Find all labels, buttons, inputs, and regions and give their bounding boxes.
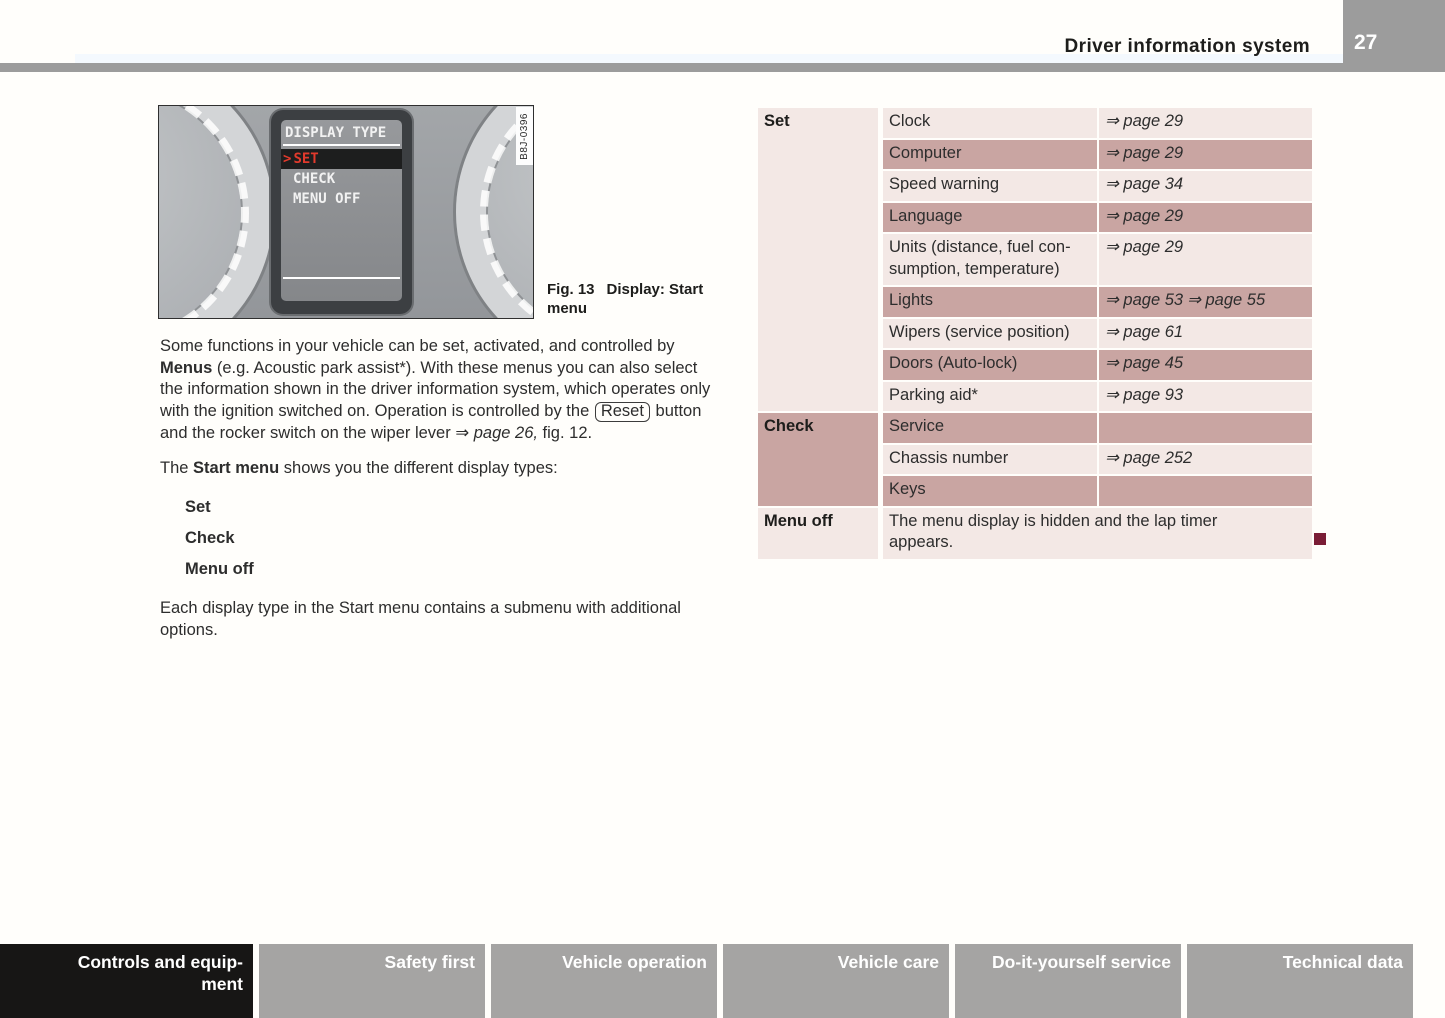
display-bezel xyxy=(271,110,412,314)
section-tab-bar xyxy=(0,944,1445,1018)
display-menu-title: DISPLAY TYPE xyxy=(285,125,387,141)
gauge-ticks xyxy=(158,105,249,319)
table-page-ref-cell xyxy=(1099,445,1312,477)
table-page-ref-cell xyxy=(1099,476,1312,508)
paragraph-intro: Some functions in your vehicle can be set, activated, and controlled by Menus (e.g. Acoustic park assist*). With these menus you can also select the information shown in the driver information system, which operates only with the ignition switched on. Operation is controlled by the Reset button and the rocker switch on the wiper lever ⇒ page 26, fig. 12. xyxy=(160,337,711,442)
table-page-ref-cell xyxy=(1099,382,1312,414)
display-type-item: Menu off xyxy=(185,560,254,579)
page-reference: ⇒ page 93 xyxy=(1105,385,1184,404)
driver-info-display xyxy=(281,120,402,301)
image-code-label-box xyxy=(516,107,533,165)
section-tab-safety-first[interactable]: Safety first xyxy=(259,944,485,1018)
figure-caption-label: Fig. 13 xyxy=(547,281,595,298)
table-row xyxy=(758,108,1312,140)
table-item-cell: Speed warning xyxy=(883,171,1099,203)
page-reference: ⇒ page 55 xyxy=(1187,291,1266,309)
table-item-cell: Service xyxy=(883,413,1099,445)
section-tab-vehicle-care[interactable]: Vehicle care xyxy=(723,944,949,1018)
table-row xyxy=(758,508,1312,561)
table-item-cell: Doors (Auto-lock) xyxy=(883,350,1099,382)
table-page-ref-cell xyxy=(1099,234,1312,287)
table-page-ref-cell xyxy=(1099,413,1312,445)
header-rule-bar xyxy=(0,63,1445,72)
section-tab-do-it-yourself-service[interactable]: Do-it-yourself service xyxy=(955,944,1181,1018)
table-section-label: Menu off xyxy=(758,508,883,561)
table-page-ref-cell xyxy=(1099,350,1312,382)
section-tab-vehicle-operation[interactable]: Vehicle operation xyxy=(491,944,717,1018)
figure-caption-text: Display: Start menu xyxy=(547,281,704,317)
image-code-label: B8J-0396 xyxy=(519,112,530,160)
display-type-list xyxy=(185,492,716,585)
page-reference: ⇒ page 34 xyxy=(1105,175,1184,193)
table-page-ref-cell xyxy=(1099,108,1312,140)
selection-cursor-icon: > xyxy=(283,151,292,167)
table-page-ref-cell xyxy=(1099,171,1312,203)
section-end-marker xyxy=(1314,533,1326,545)
page-ref-arrow: ⇒ xyxy=(455,423,474,442)
figure-instrument-cluster xyxy=(158,105,534,319)
table-row xyxy=(758,413,1312,445)
display-menu xyxy=(281,149,402,209)
display-type-item: Set xyxy=(185,498,211,517)
table-section-label: Check xyxy=(758,413,883,508)
page-reference: ⇒ page 29 xyxy=(1105,112,1184,130)
section-tab-technical-data[interactable]: Technical data xyxy=(1187,944,1413,1018)
page-number: 27 xyxy=(1354,31,1378,54)
display-menu-item: MENU OFF xyxy=(293,191,361,207)
page-number-box xyxy=(1343,0,1445,72)
paragraph-start-menu: The Start menu shows you the different display types: xyxy=(160,458,558,477)
display-type-item: Check xyxy=(185,529,235,548)
table-body xyxy=(758,108,1312,561)
page-reference: ⇒ page 53 xyxy=(1105,291,1184,309)
table-item-cell: Computer xyxy=(883,140,1099,172)
table-item-cell: Keys xyxy=(883,476,1099,508)
body-column xyxy=(160,336,716,655)
table-item-cell: Wipers (service position) xyxy=(883,319,1099,351)
table-item-cell: Lights xyxy=(883,287,1099,319)
page-title: Driver information system xyxy=(1064,36,1310,57)
display-divider xyxy=(283,144,400,146)
section-tab-controls-and-equip-ment[interactable]: Controls and equip- ment xyxy=(0,944,253,1018)
table-section-label: Set xyxy=(758,108,883,413)
table-page-ref-cell xyxy=(1099,287,1312,319)
table-item-cell: Parking aid* xyxy=(883,382,1099,414)
page-reference: ⇒ page 61 xyxy=(1105,322,1184,341)
display-divider-bottom xyxy=(283,277,400,279)
display-menu-item: CHECK xyxy=(293,171,336,187)
page-reference: ⇒ page 29 xyxy=(1105,238,1184,256)
left-gauge xyxy=(158,105,273,319)
paragraph-submenu: Each display type in the Start menu contains a submenu with additional options. xyxy=(160,599,681,639)
table-page-ref-cell xyxy=(1099,203,1312,235)
display-menu-item: > SET xyxy=(281,149,402,169)
figure-caption xyxy=(547,280,727,318)
page-reference: ⇒ page 29 xyxy=(1105,143,1184,162)
page-reference: ⇒ page 45 xyxy=(1105,354,1184,372)
table-page-ref-cell xyxy=(1099,319,1312,351)
page-reference: ⇒ page 29 xyxy=(1105,206,1184,225)
page-reference: ⇒ page 252 xyxy=(1105,448,1193,467)
table-page-ref-cell xyxy=(1099,140,1312,172)
table-item-cell: Clock xyxy=(883,108,1099,140)
table-item-cell: Language xyxy=(883,203,1099,235)
table-item-cell: Units (distance, fuel consumption, temperature) xyxy=(883,234,1099,287)
table-description-cell: The menu display is hidden and the lap timer appears. xyxy=(883,508,1312,561)
table-item-cell: Chassis number xyxy=(883,445,1099,477)
menu-reference-table xyxy=(758,108,1312,561)
reset-button-keycap: Reset xyxy=(595,402,650,422)
